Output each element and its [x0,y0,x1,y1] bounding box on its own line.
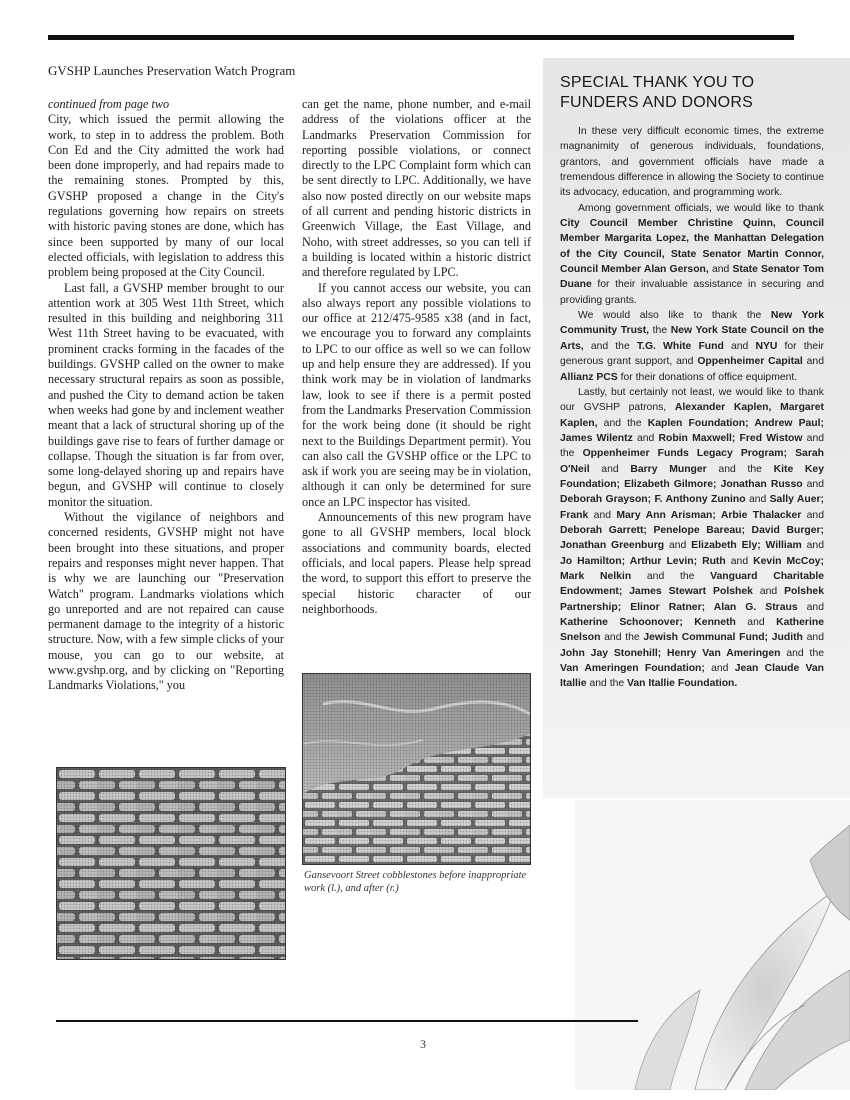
donor-name: Barry Munger [630,463,707,475]
donor-name: Kaplen Foundation; Andrew Paul; James Wilentz [560,417,824,444]
donor-name: Elizabeth Ely; William [691,540,802,552]
sidebar-text: and [745,494,770,506]
donor-name: Robin Maxwell; Fred Wistow [658,432,803,444]
article-paragraph: Announcements of this new program have gone to all GVSHP members, local block associations and community boards, elected officials, and local papers. Please help spread the word, to support this effort to preserve the special historic character of our neighborhoods. [302,510,531,616]
sidebar-text: and the [706,463,774,475]
donor-name: Alexander Kaplen, Margaret Kaplen, [560,402,824,429]
sidebar-text: and [589,463,631,475]
cobblestones-before-photo [56,767,286,960]
sidebar-paragraph [560,124,824,201]
donor-name: Jewish Communal Fund; Judith [643,632,803,644]
sidebar-text: and [802,478,824,490]
article-paragraph: If you cannot access our website, you can also always report any possible violations to our office at 212/475-9585 x38 (and in fact, we encourage you to forward any complaints to LPC to our office as well so we can follow up and help ensure they are addressed). If you think work may be in violation of landmarks law, look to see if there is a permit posted from the Landmarks Preservation Commission for the work being done (it should be right next to the Buildings Department permit). You can also call the GVSHP office or the LPC to ask if work you are seeing may be in violation, although it can only be determined for sure once an LPC inspector has visited. [302,280,531,509]
article-title: GVSHP Launches Preservation Watch Program [48,63,296,78]
donor-name: Jo Hamilton; Arthur Levin; Ruth [560,555,726,567]
donor-name: Allianz PCS [560,371,618,383]
article-column-1 [48,97,284,694]
sidebar-text: and [708,264,733,276]
sidebar-paragraph [560,385,824,692]
sidebar-text: and [725,555,754,567]
article-paragraph: Without the vigilance of neighbors and concerned residents, GVSHP might not have been brought into these situations, and proper repairs and responses might never happen. That is why we are launching our "Preservation Watch" program. Landmarks violations which go unreported and are not repaired can cause permanent damage to the integrity of a historic structure. Now, with a few simple clicks of your mouse, you can go to our website, at www.gvshp.org, and by clicking on "Reporting Landmarks Violations," you [48,510,284,693]
sidebar-text: for their invaluable assistance in securing and providing grants. [560,279,824,306]
sidebar-text: and the [560,432,825,460]
cobblestones-after-photo [302,673,531,865]
donor-name: New York State Council on the Arts, [560,325,825,352]
photo-caption: Gansevoort Street cobblestones before inappropriate work (l.), and after (r.) [304,870,527,894]
sidebar-body [560,124,824,692]
bottom-rule [56,1020,638,1022]
donors-sidebar [543,58,850,798]
sidebar-text: the [649,325,671,337]
sidebar-paragraph [560,201,824,308]
sidebar-text: and the [583,340,637,352]
donor-name: City Council Member Christine Quinn, Council Member Margarita Lopez, the Manhattan Delegation of the City Council, State Senator Martin Connor, Council Member Alan Gerson, [560,218,824,276]
sidebar-text: We would also like to thank the [578,310,771,322]
article-paragraph: City, which issued the permit allowing the work, to step in to address the problem. Both Con Ed and the City admitted the work had been done improperly, and had repairs made to the remaining stones. Prompted by this, GVSHP proposed a change in the City's regulations governing how repairs on streets with historic paving stones are done, which has since been supported by many of our local elected officials, with legislation to address this problem being proposed at the City Council. [48,112,284,280]
donor-name: New York Community Trust, [560,310,824,337]
sidebar-text: and [588,509,617,521]
decorative-petals-graphic [575,800,850,1090]
donor-name: Vanguard Charitable Endowment; James Stewart Polshek [560,570,825,598]
sidebar-text: for their donations of office equipment. [617,371,798,383]
donor-name: T.G. White Fund [636,340,724,352]
sidebar-text: and the [780,647,824,659]
sidebar-text: and [723,340,756,352]
sidebar-text: and [664,540,692,552]
donor-name: Deborah Garrett; Penelope Bareau; David Burger; Jonathan Greenburg [560,524,824,552]
donor-name: Mary Ann Arisman; Arbie Thalacker [616,509,802,521]
article-paragraph: can get the name, phone number, and e-mail address of the violations officer at the Landmarks Preservation Commission for reporting possible violations, or connect directly to the LPC Complaint form which can be sent directly to LPC. Additionally, we have also now posted directly on our website maps of all current and pending historic districts in Greenwich Village, the East Village, and Noho, with street addresses, so you can tell if a building is located within a historic district and therefore regulated by LPC. [302,97,531,280]
sidebar-paragraph [560,308,824,385]
article-paragraph: Last fall, a GVSHP member brought to our attention work at 305 West 11th Street, which resulted in this building and neighboring 311 West 11th Street having to be evacuated, with prominent cracks forming in the facades of the buildings. GVSHP called on the owner to make necessary structural repairs as soon as possible, and pushed the City to demand action be taken when weeks had gone by and inclement weather meant that a lack of structural shoring up of the buildings gave rise to fears of further damage or collapse. Though the situation is far from over, some long-delayed shoring up and repairs have begun, and GVSHP will continue to closely monitor the situation. [48,280,284,509]
sidebar-text: and the [586,678,628,690]
sidebar-text: and [801,540,824,552]
donor-name: Deborah Grayson; F. Anthony Zunino [560,494,746,506]
sidebar-text: and [797,601,824,613]
sidebar-text: Lastly, but certainly not least, we would like to thank our GVSHP patrons, [560,386,824,414]
sidebar-text: and the [597,417,648,429]
page-number: 3 [420,1037,426,1051]
sidebar-text: Among government officials, we would like to thank [578,202,824,214]
sidebar-text: and [704,663,735,675]
donor-name: Jean Claude Van Itallie [560,663,824,690]
donor-name: Oppenheimer Capital [697,356,803,368]
sidebar-text: and the [631,570,711,582]
donor-name: Sally Auer; Frank [560,494,824,521]
donor-name: Polshek Partnership; Elinor Ratner; Alan G. Straus [560,586,824,613]
sidebar-heading: SPECIAL THANK YOU TO FUNDERS AND DONORS [560,74,755,111]
sidebar-text: and the [600,632,644,644]
donor-name: State Senator Tom Duane [560,264,824,291]
sidebar-text: and [802,632,824,644]
donor-name: Van Itallie Foundation. [627,678,738,690]
donor-name: Kevin McCoy; Mark Nelkin [560,555,824,582]
sidebar-text: and [632,432,659,444]
donor-name: John Jay Stonehill; Henry Van Ameringen [560,647,781,659]
sidebar-text: In these very difficult economic times, the extreme magnanimity of generous individuals, foundations, grantors, and government officials have made a tremendous difference in allowing the Society to continue its advocacy, education, and programming work. [560,126,824,199]
article-column-2 [302,97,531,617]
donor-name: Kite Key Foundation; Elizabeth Gilmore; Jonathan Russo [560,463,824,490]
top-rule [48,35,794,40]
donor-name: Katherine Snelson [560,617,824,644]
sidebar-text: and [801,509,824,521]
continued-note: continued from page two [48,97,170,111]
sidebar-text: and [735,617,777,628]
sidebar-text: for their generous grant support, and [560,340,824,368]
donor-name: NYU [755,340,778,352]
donor-name: Katherine Schoonover; Kenneth [560,617,736,628]
donor-name: Oppenheimer Funds Legacy Program; Sarah O'Neil [560,448,824,475]
sidebar-text: and [802,356,824,368]
donor-name: Van Ameringen Foundation; [560,663,705,675]
sidebar-text: and [752,586,785,598]
